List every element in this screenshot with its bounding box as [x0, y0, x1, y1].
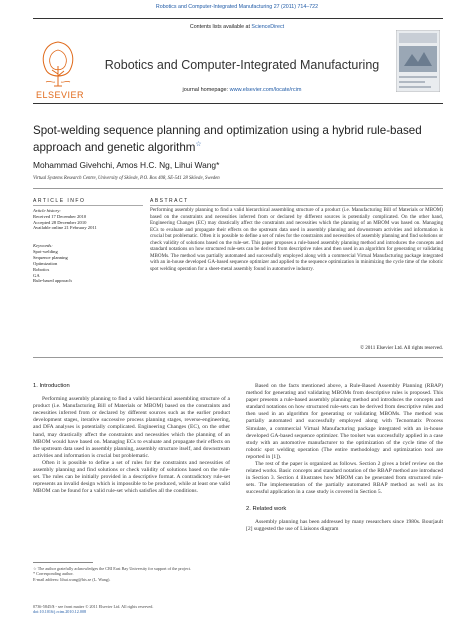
- body-paragraph: Based on the facts mentioned above, a Rule-Based Assembly Planning (RBAP) method for generating and validating MBOMs from descriptive rules is proposed. This paper presents a rule-based assembly planning method and introduces the concepts and standard notations on how structured rule-sets can be derived from descriptive rules and then used in an algorithm for generating or validating MBOMs. The method was partially automated and successfully employed along with Tecnomatix Process Simulate, a commercial Virtual Manufacturing package integrated with an in-house developed GA-based sequence optimizer. The toolset was successfully applied in a case study with an automotive manufacturer to the optimization of the cycle time of the robotic spot welding operation (The entire methodology and optimization tool are reported in [1]).: [246, 383, 443, 460]
- abstract-rule: [150, 205, 443, 206]
- title-footnote-mark[interactable]: ☆: [195, 141, 202, 148]
- footnotes: [33, 566, 230, 582]
- abstract-heading: ABSTRACT: [150, 198, 189, 204]
- body-paragraph: The rest of the paper is organized as follows. Section 2 gives a brief review on the related works. Basic concepts and standard notation of the RBAP method are introduced in Section 3. Section 4 illustrates how MBOM can be generated from structured rule-sets. The implementation of the partially automated RBAP method as well as its successful application in a case study is covered in Section 5.: [246, 461, 443, 496]
- body-paragraph: Assembly planning has been addressed by many researchers since 1980s. Bourjault [2] suggested the use of Liaisons diagram: [246, 518, 443, 532]
- sciencedirect-link[interactable]: ScienceDirect: [251, 24, 285, 30]
- keyword-item: Sequence planning: [33, 254, 68, 260]
- publisher-name: ELSEVIER: [36, 90, 85, 100]
- journal-title: Robotics and Computer-Integrated Manufacturing: [104, 58, 380, 72]
- journal-citation-line: Robotics and Computer-Integrated Manufacturing 27 (2011) 714–722: [155, 4, 319, 10]
- body-column-left: [33, 383, 230, 495]
- homepage-prefix: journal homepage:: [182, 87, 230, 93]
- article-history: [33, 208, 143, 231]
- contents-prefix: Contents lists available at: [189, 24, 252, 30]
- footnote-acknowledgement: ☆ The author gratefully acknowledges the CRI East Bay University for support of the project.: [33, 566, 191, 571]
- abstract-divider: [33, 357, 443, 358]
- abstract-copyright: © 2011 Elsevier Ltd. All rights reserved.: [360, 345, 443, 351]
- author-list: Mohammad Givehchi, Amos H.C. Ng, Lihui Wang*: [33, 160, 220, 170]
- history-accepted: Accepted 28 December 2010: [33, 219, 87, 225]
- journal-homepage-line: [92, 87, 392, 93]
- author-affiliation: Virtual Systems Research Centre, University of Skövde, P.O. Box 408, SE-541 28 Skövde, Sweden: [33, 176, 220, 181]
- footnote-rule: [33, 562, 93, 563]
- keyword-item: Robotics: [33, 266, 50, 272]
- history-online: Available online 21 February 2011: [33, 225, 97, 231]
- keyword-item: GA: [33, 272, 40, 278]
- doi-link[interactable]: doi:10.1016/j.rcim.2010.12.008: [33, 609, 87, 615]
- history-received: Received 17 December 2010: [33, 213, 87, 219]
- article-title: [33, 124, 443, 155]
- article-info-heading: ARTICLE INFO: [33, 198, 86, 204]
- section-heading-introduction: 1. Introduction: [33, 383, 70, 389]
- keyword-item: Optimization: [33, 260, 58, 266]
- elsevier-tree-logo: [36, 36, 80, 90]
- journal-cover-image: [396, 30, 440, 92]
- title-divider: [33, 188, 443, 189]
- section-heading-related-work: 2. Related work: [246, 505, 287, 512]
- abstract-body: Performing assembly planning to find a valid hierarchical assembling structure of a product (i.e. Manufacturing Bill of Materials or MBOM) based on the constraints and necessities inferred from or declared by different sources is potentially complicated. On the other hand, Engineering Changes (EC) may drastically affect the constraints and necessities which the planning of an MBOM was based on. Managing ECs to evaluate and propagate their effects on the upstream data used in assembly planning and downstream activities and information is crucial but problematic. Often it is possible to define a set of rules for the constraints and necessities of assembly planning and find solutions or check validity of solutions based on the rule-set. This paper proposes a rule-based assembly planning method and introduces the concepts and standard notations on how structured rule-sets can be derived from descriptive rules and then used in an algorithm for generating or validating MBOMs. The method was partially automated and successfully employed along with a commercial Virtual Manufacturing package integrated with an in-house developed GA-based sequence optimizer and applied to the sequence optimization in minimizing the cycle time of the robotic spot welding operation for a sheet-metal assembly found in automotive industry.: [150, 207, 443, 272]
- history-label: Article history:: [33, 208, 61, 213]
- body-column-right: [246, 383, 443, 533]
- imprint-issn: 0736-5845/$ - see front matter © 2011 Elsevier Ltd. All rights reserved.: [33, 604, 154, 609]
- keyword-item: Rule-based approach: [33, 278, 72, 284]
- article-info-rule: [33, 205, 143, 206]
- imprint: [33, 604, 230, 615]
- body-paragraph: Often it is possible to define a set of rules for the constraints and necessities of assembly planning and find solutions or check validity of solutions based on the rule-set. The rules can be initially provided in a descriptive format. A contradictory rule-set represents an invalid design which is impossible to be produced, while at least one valid MBOM can be found for a valid rule-set which satisfies all the conditions.: [33, 459, 230, 495]
- footnote-corresponding: * Corresponding author.: [33, 571, 74, 577]
- body-paragraph: Performing assembly planning to find a valid hierarchical assembling structure of a product (i.e. Manufacturing Bill of Materials or MBOM) based on the constraints and necessities inferred from or declared by different sources such as the earlier product development stages, iterative successive process planning stages, reverse-engineering, and DFA analyses is potentially complicated. Engineering Changes (EC), on the other hand, may drastically affect the constraints and necessities which the planning of an MBOM would have based on. Managing ECs to evaluate and propagate their effects on the upstream data used in assembly planning, assembly structure itself, and downstream activities and information is crucial but problematic.: [33, 396, 230, 459]
- article-title-text: Spot-welding sequence planning and optimization using a hybrid rule-based approach and genetic algorithm: [33, 124, 422, 154]
- keywords-label: Keywords:: [33, 243, 53, 248]
- homepage-link[interactable]: www.elsevier.com/locate/rcim: [229, 87, 302, 93]
- keyword-item: Spot-welding: [33, 248, 58, 254]
- keywords-list: [33, 243, 143, 284]
- footnote-email: E-mail address: lihui.wang@his.se (L. Wang).: [33, 576, 111, 582]
